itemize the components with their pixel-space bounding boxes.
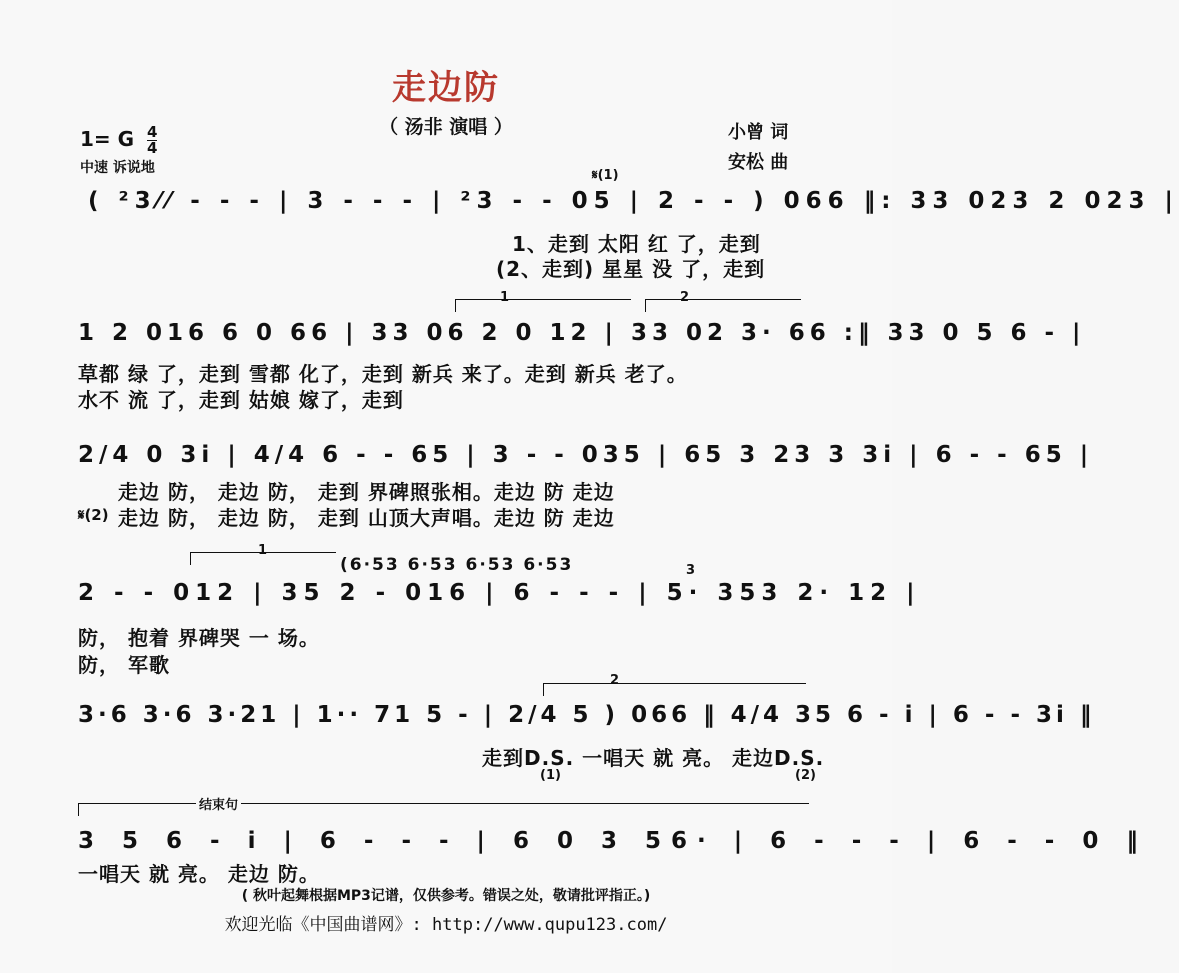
key-label: 1= G <box>80 127 135 151</box>
singer-line: （ 汤非 演唱 ） <box>379 116 513 138</box>
key-signature <box>80 125 157 156</box>
segno-2: 𝄋(2) <box>78 506 109 524</box>
volta-label-2: 2 <box>680 290 690 305</box>
ds-marker-2: (2) <box>795 768 816 783</box>
time-top: 4 <box>147 123 158 141</box>
lyrics-row-1-verse-2: (2、走到) 星星 没 了，走到 <box>496 257 766 281</box>
segno-1: 𝄋(1) <box>592 168 619 183</box>
volta-bracket-row5 <box>543 683 806 696</box>
time-signature <box>147 125 157 156</box>
notes-row-3: 2/4 0 3i | 4/4 6 - - 65 | 3 - - 035 | 65 3 23 3 3i | 6 - - 65 | <box>78 442 1094 468</box>
volta-bracket-1 <box>455 299 631 312</box>
staff-row-5 <box>78 700 1096 734</box>
composer: 安松 曲 <box>728 152 789 173</box>
transcriber-note: ( 秋叶起舞根据MP3记谱，仅供参考。错误之处，敬请批评指正。) <box>241 888 651 904</box>
volta-label-row4: 1 <box>258 543 268 558</box>
lyrics-row-4-verse-1: 防， 抱着 界碑哭 一 场。 <box>78 626 320 650</box>
notes-row-5: 3·6 3·6 3·21 | 1·· 71 5 - | 2/4 5 ) 066 ‖ 4/4 35 6 - i | 6 - - 3i ‖ <box>78 702 1096 728</box>
triplet-mark: 3 <box>686 563 696 578</box>
notes-row-2: 1 2 016 6 0 66 | 33 06 2 0 12 | 33 02 3· 66 :‖ 33 0 5 6 - | <box>78 320 1086 346</box>
staff-row-1 <box>78 186 1179 220</box>
lyrics-row-4-verse-2: 防， 军歌 <box>78 653 170 677</box>
lyrics-row-6: 一唱天 就 亮。 走边 防。 <box>78 862 320 886</box>
volta-bracket-2 <box>645 299 801 312</box>
website-footer: 欢迎光临《中国曲谱网》: http://www.qupu123.com/ <box>224 915 668 935</box>
lyrics-row-3-verse-1: 走边 防， 走边 防， 走到 界碑照张相。走边 防 走边 <box>118 480 615 504</box>
notes-row-6: 3 5 6 - i | 6 - - - | 6 0 3 56· | 6 - - - | 6 - - 0 ‖ <box>78 828 1148 854</box>
lyrics-row-1-verse-1: 1、走到 太阳 红 了，走到 <box>512 232 761 256</box>
staff-row-4 <box>78 578 921 612</box>
volta-label-1: 1 <box>500 290 510 305</box>
lyrics-row-3-verse-2: 走边 防， 走边 防， 走到 山顶大声唱。走边 防 走边 <box>118 506 615 530</box>
tempo-marking: 中速 诉说地 <box>80 160 155 176</box>
notes-row-4: 2 - - 012 | 35 2 - 016 | 6 - - - | 5· 353 2· 12 | <box>78 580 921 606</box>
lyricist: 小曾 词 <box>728 122 789 143</box>
lyrics-row-5: 走到D.S. 一唱天 就 亮。 走边D.S. <box>482 746 825 770</box>
volta-label-row5: 2 <box>610 673 620 688</box>
time-bottom: 4 <box>147 139 158 157</box>
ending-bracket <box>78 803 809 816</box>
staff-row-3 <box>78 440 1094 474</box>
lyrics-row-2-verse-2: 水不 流 了，走到 姑娘 嫁了，走到 <box>78 388 404 412</box>
accompaniment-figure: (6·53 6·53 6·53 6·53 <box>340 555 574 575</box>
lyrics-row-2-verse-1: 草都 绿 了，走到 雪都 化了，走到 新兵 来了。走到 新兵 老了。 <box>78 362 688 386</box>
ds-marker-1: (1) <box>540 768 561 783</box>
ending-label: 结束句 <box>196 794 241 813</box>
staff-row-2 <box>78 318 1086 352</box>
song-title: 走边防 <box>392 68 500 108</box>
staff-row-6 <box>78 826 1148 860</box>
notes-row-1: ( ²3⁄⁄ - - - | 3 - - - | ²3 - - 05 | 2 - - ) 066 ‖: 33 023 2 023 | <box>88 188 1179 214</box>
